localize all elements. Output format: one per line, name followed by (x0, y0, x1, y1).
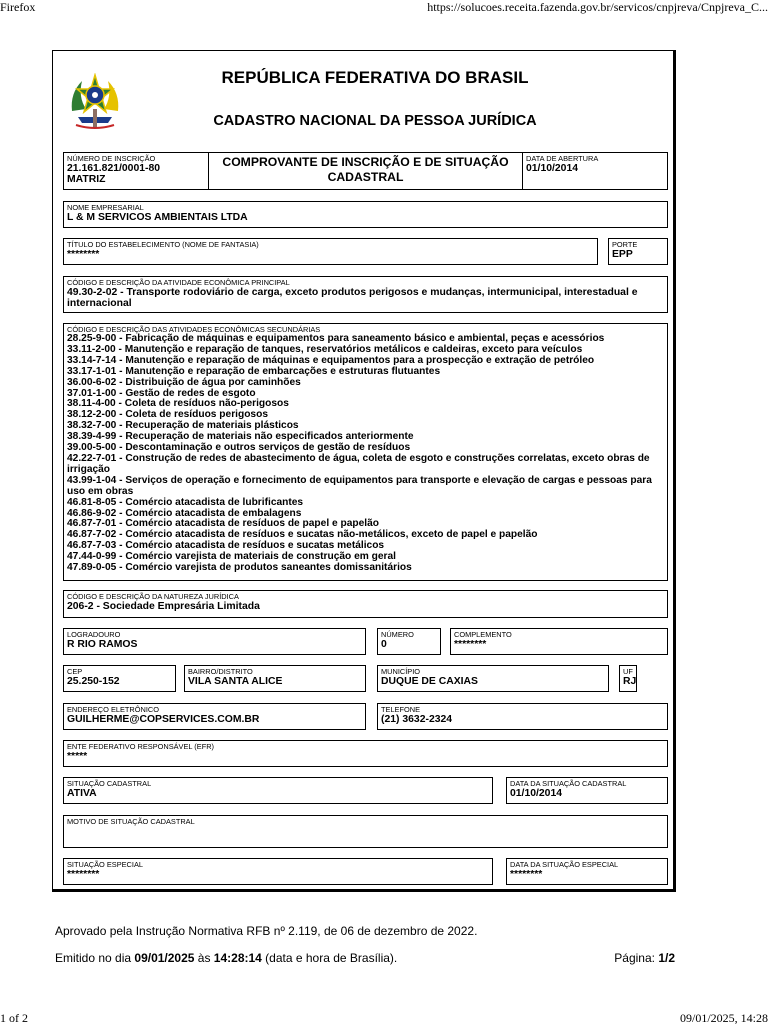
comprovante-title-line2: CADASTRAL (327, 170, 404, 184)
email-label: ENDEREÇO ELETRÔNICO (67, 705, 159, 714)
situacao-especial-label: SITUAÇÃO ESPECIAL (67, 860, 143, 869)
atividade-secundaria-item: 28.25-9-00 - Fabricação de máquinas e equipamentos para saneamento básico e ambiental, peças e acessórios (67, 333, 605, 344)
nome-empresarial-value: L & M SERVICOS AMBIENTAIS LTDA (67, 212, 248, 223)
situacao-cadastral-box (63, 777, 493, 804)
abertura-label: DATA DE ABERTURA (526, 154, 599, 163)
atividade-secundaria-item: 38.39-4-99 - Recuperação de materiais não especificados anteriormente (67, 431, 414, 443)
complemento-label: COMPLEMENTO (454, 630, 512, 639)
atividades-secundarias-label: CÓDIGO E DESCRIÇÃO DAS ATIVIDADES ECONÔMICAS SECUNDÁRIAS (67, 325, 321, 334)
motivo-label: MOTIVO DE SITUAÇÃO CADASTRAL (67, 817, 195, 826)
telefone-label: TELEFONE (381, 705, 421, 714)
atividade-secundaria-item: 46.86-9-02 - Comércio atacadista de embalagens (67, 507, 302, 519)
inscricao-label: NÚMERO DE INSCRIÇÃO (67, 154, 156, 163)
porte-value: EPP (612, 249, 633, 260)
logradouro-value: R RIO RAMOS (67, 639, 138, 650)
atividade-secundaria-item: 47.44-0-99 - Comércio varejista de materiais de construção em geral (67, 551, 396, 563)
efr-label: ENTE FEDERATIVO RESPONSÁVEL (EFR) (67, 742, 215, 751)
municipio-box (377, 665, 609, 692)
atividade-secundaria-item: 33.14-7-14 - Manutenção e reparação de máquinas e equipamentos para a prospecção e extração de petróleo (67, 354, 595, 366)
numero-label: NÚMERO (381, 630, 414, 639)
natureza-juridica-value: 206-2 - Sociedade Empresária Limitada (67, 601, 260, 612)
data-situacao-especial-label: DATA DA SITUAÇÃO ESPECIAL (510, 860, 619, 869)
atividade-secundaria-item: 39.00-5-00 - Descontaminação e outros serviços de gestão de resíduos (67, 442, 411, 454)
data-situacao-value: 01/10/2014 (510, 788, 563, 799)
atividade-secundaria-item: 38.11-4-00 - Coleta de resíduos não-perigosos (67, 398, 289, 410)
situacao-cadastral-value: ATIVA (67, 788, 97, 799)
atividade-secundaria-item: 42.22-7-01 - Construção de redes de abastecimento de água, coleta de esgoto e construções correlatas, exceto obras de irrigação (67, 452, 650, 475)
porte-box (608, 238, 668, 265)
inscricao-box (63, 152, 209, 190)
complemento-box (450, 628, 668, 655)
emitido-date: 09/01/2025 (134, 951, 195, 965)
atividade-secundaria-item: 46.81-8-05 - Comércio atacadista de lubrificantes (67, 496, 304, 508)
print-datetime: 09/01/2025, 14:28 (679, 1011, 768, 1025)
emitido-time: 14:28:14 (213, 951, 262, 965)
abertura-box (522, 152, 668, 190)
abertura-value: 01/10/2014 (526, 163, 579, 174)
atividades-secundarias-box (63, 323, 668, 581)
cep-value: 25.250-152 (67, 676, 120, 687)
situacao-especial-value: ******** (67, 869, 100, 880)
inscricao-tipo: MATRIZ (67, 174, 106, 185)
data-situacao-label: DATA DA SITUAÇÃO CADASTRAL (510, 779, 627, 788)
atividade-secundaria-item: 37.01-1-00 - Gestão de redes de esgoto (67, 387, 256, 399)
fantasia-box (63, 238, 598, 265)
efr-value: ***** (67, 751, 88, 762)
comprovante-box (208, 152, 523, 190)
emitido-prefix: Emitido no dia (55, 951, 135, 965)
emitido-mid: às (194, 951, 214, 965)
atividade-principal-value: 49.30-2-02 - Transporte rodoviário de carga, exceto produtos perigosos e mudanças, intermunicipal, interestadual e internacional (67, 287, 638, 309)
uf-box (619, 665, 637, 692)
pagina-label: Página: (614, 951, 659, 965)
situacao-cadastral-label: SITUAÇÃO CADASTRAL (67, 779, 152, 788)
email-box (63, 703, 366, 730)
telefone-box (377, 703, 668, 730)
pagina-value: 1/2 (658, 951, 675, 965)
atividade-secundaria-item: 38.32-7-00 - Recuperação de materiais plásticos (67, 420, 299, 432)
natureza-juridica-box (63, 590, 668, 618)
atividade-secundaria-item: 33.17-1-01 - Manutenção e reparação de embarcações e estruturas flutuantes (67, 365, 441, 377)
porte-label: PORTE (612, 240, 638, 249)
comprovante-title-line1: COMPROVANTE DE INSCRIÇÃO E DE SITUAÇÃO (222, 155, 509, 169)
data-situacao-especial-box (506, 858, 668, 885)
fantasia-label: TÍTULO DO ESTABELECIMENTO (NOME DE FANTASIA) (67, 240, 259, 249)
page-title: REPÚBLICA FEDERATIVA DO BRASIL (221, 68, 529, 87)
atividade-secundaria-item: 46.87-7-02 - Comércio atacadista de resíduos e sucatas não-metálicos, exceto de papel e papelão (67, 529, 538, 541)
browser-app-name: Firefox (0, 0, 36, 14)
efr-box (63, 740, 668, 767)
uf-label: UF (623, 667, 633, 676)
motivo-box (63, 815, 668, 848)
data-situacao-especial-value: ******** (510, 869, 543, 880)
municipio-value: DUQUE DE CAXIAS (381, 676, 478, 687)
atividade-principal-box (63, 276, 668, 313)
atividade-principal-label: CÓDIGO E DESCRIÇÃO DA ATIVIDADE ECONÔMICA PRINCIPAL (67, 278, 290, 287)
logradouro-label: LOGRADOURO (67, 630, 121, 639)
cep-box (63, 665, 176, 692)
atividade-secundaria-item: 46.87-7-03 - Comércio atacadista de resíduos e sucatas metálicos (67, 540, 385, 552)
atividade-secundaria-item: 46.87-7-01 - Comércio atacadista de resíduos de papel e papelão (67, 518, 379, 530)
emitido-suffix: (data e hora de Brasília). (261, 951, 398, 965)
municipio-label: MUNICÍPIO (381, 667, 421, 676)
page-subtitle: CADASTRO NACIONAL DA PESSOA JURÍDICA (213, 113, 537, 129)
nome-empresarial-label: NOME EMPRESARIAL (67, 203, 144, 212)
numero-box (377, 628, 441, 655)
complemento-value: ******** (454, 639, 487, 650)
emitido-note (55, 951, 397, 965)
page-count: 1 of 2 (0, 1011, 28, 1025)
page-url[interactable]: https://solucoes.receita.fazenda.gov.br/servicos/cnpjreva/Cnpjreva_C... (427, 0, 768, 14)
natureza-juridica-label: CÓDIGO E DESCRIÇÃO DA NATUREZA JURÍDICA (67, 592, 239, 601)
aprovado-note: Aprovado pela Instrução Normativa RFB nº 2.119, de 06 de dezembro de 2022. (55, 924, 478, 938)
uf-value: RJ (623, 676, 637, 687)
pagina-indicator (614, 951, 675, 965)
atividade-secundaria-item: 36.00-6-02 - Distribuição de água por caminhões (67, 376, 301, 388)
atividade-secundaria-item: 33.11-2-00 - Manutenção e reparação de tanques, reservatórios metálicos e caldeiras, exceto para veículos (67, 343, 583, 355)
logradouro-box (63, 628, 366, 655)
telefone-value: (21) 3632-2324 (381, 714, 453, 725)
email-value[interactable]: GUILHERME@COPSERVICES.COM.BR (67, 714, 260, 725)
fantasia-value: ******** (67, 249, 100, 260)
cep-label: CEP (67, 667, 83, 676)
nome-empresarial-box (63, 201, 668, 228)
brazil-coat-of-arms-icon (68, 73, 122, 131)
data-situacao-box (506, 777, 668, 804)
atividade-secundaria-item: 38.12-2-00 - Coleta de resíduos perigosos (67, 409, 268, 421)
atividade-secundaria-item: 43.99-1-04 - Serviços de operação e fornecimento de equipamentos para transporte e elevação de cargas e pessoas para uso em obras (67, 474, 652, 497)
bairro-box (184, 665, 366, 692)
inscricao-numero: 21.161.821/0001-80 (67, 163, 161, 174)
atividade-secundaria-item: 47.89-0-05 - Comércio varejista de produtos saneantes domissanitários (67, 562, 412, 574)
situacao-especial-box (63, 858, 493, 885)
numero-value: 0 (381, 639, 387, 650)
bairro-label: BAIRRO/DISTRITO (188, 667, 253, 676)
bairro-value: VILA SANTA ALICE (188, 676, 283, 687)
